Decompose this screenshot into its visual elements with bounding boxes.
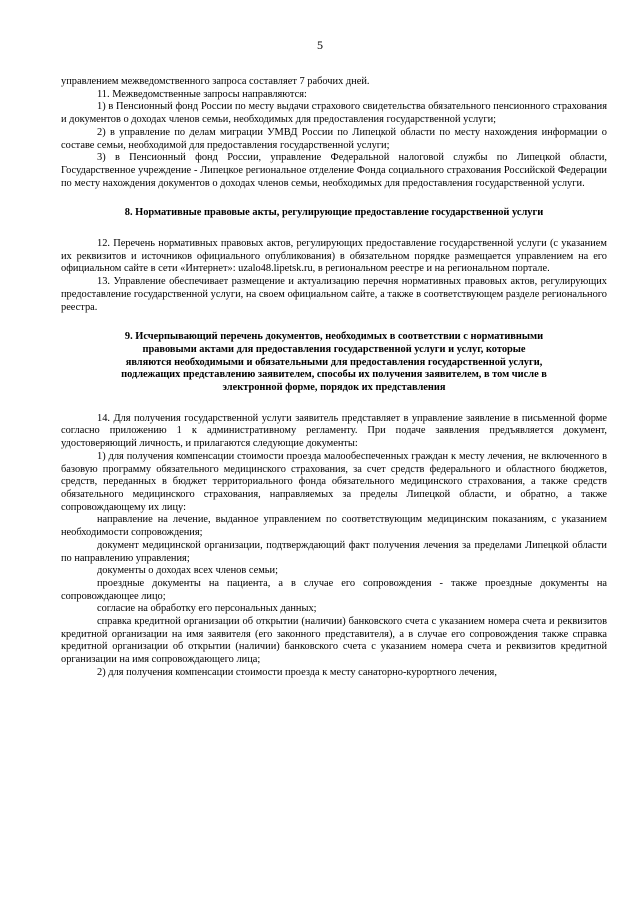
page-content — [61, 76, 607, 680]
paragraph: проездные документы на пациента, а в случае его сопровождения - также проездные документы на сопровождающее лицо; — [61, 577, 607, 602]
paragraph: согласие на обработку его персональных данных; — [97, 603, 317, 615]
paragraph: управлением межведомственного запроса составляет 7 рабочих дней. — [61, 76, 370, 87]
paragraph: 1) для получения компенсации стоимости проезда малообеспеченных граждан к месту лечения, не включенного в базовую программу обязательного медицинского страхования, за счет средств федерального и областного бюджетов, средств, переданных в бюджет территориального фонда обязательного медицинского страхования, а также средств обязательного медицинского страхования, направляемых за пределы Липецкой области, и обратно, а также сопровождающему их лицу: — [61, 450, 607, 513]
paragraph: направление на лечение, выданное управлением по соответствующим медицинским показаниям, с указанием необходимости сопровождения; — [61, 514, 607, 539]
paragraph: 2) для получения компенсации стоимости проезда к месту санаторно-курортного лечения, — [97, 666, 497, 678]
paragraph: 13. Управление обеспечивает размещение и актуализацию перечня нормативных правовых актов, регулирующих предоставление государственной услуги, на своем официальном сайте, а также в соответствующем разделе регионального реестра. — [61, 276, 607, 313]
heading-section-8: 8. Нормативные правовые акты, регулирующие предоставление государственной услуги — [124, 207, 544, 219]
heading-section-9-line: 9. Исчерпывающий перечень документов, необходимых в соответствии с нормативными — [124, 331, 544, 343]
paragraph: документы о доходах всех членов семьи; — [97, 565, 278, 577]
section-regulatory-acts — [61, 238, 607, 314]
paragraph: документ медицинской организации, подтверждающий факт получения лечения за пределами Липецкой области по направлению управления; — [61, 539, 607, 564]
heading-section-9-line: подлежащих представлению заявителем, способы их получения заявителем, в том числе в — [121, 369, 547, 381]
page-number: 5 — [317, 38, 323, 52]
paragraph: справка кредитной организации об открытии (наличии) банковского счета с указанием номера счета и реквизитов кредитной организации на имя заявителя (его законного представителя), а в случае его сопровождения также справка кредитной организации об открытии (наличии) банковского счета с указанием номера счета и реквизитов кредитной организации на имя сопровождающего лица; — [61, 616, 607, 666]
paragraph: 2) в управление по делам миграции УМВД России по Липецкой области по месту нахождения информации о составе семьи, необходимой для предоставления государственной услуги; — [61, 126, 607, 151]
section-interagency-requests — [61, 76, 607, 190]
paragraph: 3) в Пенсионный фонд России, управление Федеральной налоговой службы по Липецкой области, Государственное учреждение - Липецкое региональное отделение Фонда социального страхования Российской Федерации по месту нахождения документов о доходах членов семьи, необходимых для предоставления государственной услуги. — [61, 152, 607, 189]
heading-section-9-line: являются необходимыми и обязательными для предоставления государственной услуги, — [125, 356, 543, 368]
heading-section-9-line: правовыми актами для предоставления государственной услуги и услуг, которые — [142, 343, 526, 355]
paragraph: 11. Межведомственные запросы направляются: — [97, 88, 307, 100]
paragraph: 1) в Пенсионный фонд России по месту выдачи страхового свидетельства обязательного пенсионного страхования и документов о доходах членов семьи, необходимых для предоставления государственной услуги; — [61, 101, 607, 126]
paragraph: 12. Перечень нормативных правовых актов, регулирующих предоставление государственной услуги (с указанием их реквизитов и источников официального опубликования) в обязательном порядке размещается управлением на его официальном сайте в сети «Интернет»: uzalo48.lipetsk.ru, в региональном реестре и на региональном портале. — [61, 238, 607, 275]
paragraph: 14. Для получения государственной услуги заявитель представляет в управление заявление в письменной форме согласно приложению 1 к административному регламенту. При подаче заявления предъявляется документ, удостоверяющий личность, и прилагаются следующие документы: — [61, 412, 607, 450]
heading-section-9-line: электронной форме, порядок их представления — [222, 382, 446, 394]
heading-section-9 — [61, 331, 607, 395]
section-required-documents — [61, 413, 607, 680]
